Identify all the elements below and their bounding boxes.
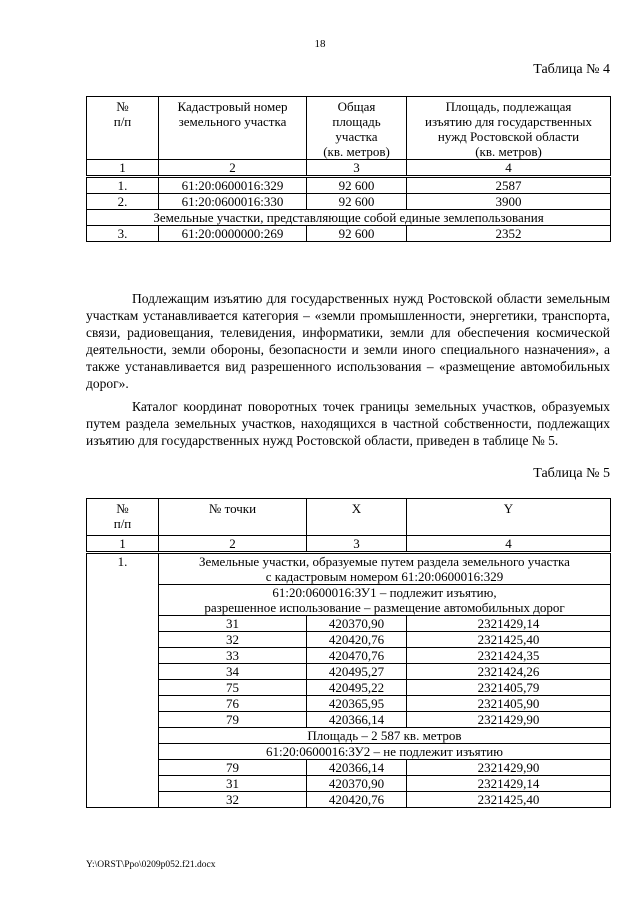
row-number: 1. — [87, 553, 159, 808]
cell: 61:20:0600016:330 — [159, 194, 307, 210]
x-value: 420470,76 — [307, 648, 407, 664]
index-cell: 1 — [87, 160, 159, 177]
point-number: 79 — [159, 712, 307, 728]
y-value: 2321405,79 — [407, 680, 611, 696]
page-number: 18 — [314, 38, 326, 50]
x-value: 420366,14 — [307, 760, 407, 776]
point-row — [87, 680, 611, 696]
header-cell: Общая площадь участка (кв. метров) — [307, 97, 407, 160]
cell: 92 600 — [307, 194, 407, 210]
cadastral-table — [86, 96, 611, 242]
index-cell: 1 — [87, 536, 159, 553]
y-value: 2321405,90 — [407, 696, 611, 712]
cell: 61:20:0600016:329 — [159, 177, 307, 194]
point-row — [87, 776, 611, 792]
header-cell: Y — [407, 499, 611, 536]
y-value: 2321429,90 — [407, 712, 611, 728]
index-cell: 4 — [407, 160, 611, 177]
point-row — [87, 616, 611, 632]
header-cell: Кадастровый номер земельного участка — [159, 97, 307, 160]
y-value: 2321424,26 — [407, 664, 611, 680]
point-number: 32 — [159, 632, 307, 648]
x-value: 420495,27 — [307, 664, 407, 680]
point-row — [87, 696, 611, 712]
point-number: 31 — [159, 776, 307, 792]
point-number: 31 — [159, 616, 307, 632]
x-value: 420370,90 — [307, 776, 407, 792]
x-value: 420366,14 — [307, 712, 407, 728]
section-title-row — [87, 553, 611, 585]
index-cell: 3 — [307, 160, 407, 177]
point-row — [87, 632, 611, 648]
cell: 92 600 — [307, 177, 407, 194]
index-cell: 2 — [159, 160, 307, 177]
cell: 2352 — [407, 226, 611, 242]
x-value: 420420,76 — [307, 792, 407, 808]
y-value: 2321429,14 — [407, 776, 611, 792]
header-cell: № п/п — [87, 97, 159, 160]
paragraph-catalog: Каталог координат поворотных точек границы земельных участков, образуемых путем раздела земельных участков, находящихся в частной собственности, подлежащих изъятию для государственных нужд Ростовской области, приведен в таблице № 5. — [86, 399, 610, 448]
point-row — [87, 760, 611, 776]
area-row — [87, 728, 611, 744]
column-index-row — [87, 536, 611, 553]
cell: 1. — [87, 177, 159, 194]
y-value: 2321429,90 — [407, 760, 611, 776]
index-cell: 3 — [307, 536, 407, 553]
table-header-row — [87, 499, 611, 536]
subsection-title-row — [87, 585, 611, 616]
column-index-row — [87, 160, 611, 177]
header-cell: № точки — [159, 499, 307, 536]
point-number: 33 — [159, 648, 307, 664]
header-cell: Площадь, подлежащая изъятию для государственных нужд Ростовской области (кв. метров) — [407, 97, 611, 160]
subsection-title-row — [87, 744, 611, 760]
coordinates-table — [86, 498, 611, 808]
table-row — [87, 177, 611, 194]
header-cell: № п/п — [87, 499, 159, 536]
table-row — [87, 226, 611, 242]
table-header-row — [87, 97, 611, 160]
cell: 92 600 — [307, 226, 407, 242]
point-row — [87, 792, 611, 808]
index-cell: 2 — [159, 536, 307, 553]
y-value: 2321425,40 — [407, 632, 611, 648]
point-number: 76 — [159, 696, 307, 712]
point-row — [87, 664, 611, 680]
table5-caption: Таблица № 5 — [533, 466, 610, 481]
point-number: 32 — [159, 792, 307, 808]
point-number: 75 — [159, 680, 307, 696]
point-row — [87, 648, 611, 664]
point-number: 34 — [159, 664, 307, 680]
subsection-title: 61:20:0600016:ЗУ2 – не подлежит изъятию — [159, 744, 611, 760]
point-number: 79 — [159, 760, 307, 776]
cell: 3. — [87, 226, 159, 242]
x-value: 420420,76 — [307, 632, 407, 648]
y-value: 2321424,35 — [407, 648, 611, 664]
file-path-footer: Y:\ORST\Ppo\0209p052.f21.docx — [86, 860, 216, 870]
group-title-row — [87, 210, 611, 226]
table-row — [87, 194, 611, 210]
x-value: 420495,22 — [307, 680, 407, 696]
group-title: Земельные участки, представляющие собой единые землепользования — [87, 210, 611, 226]
paragraph-category: Подлежащим изъятию для государственных нужд Ростовской области земельным участкам устанавливается категория – «земли промышленности, энергетики, транспорта, связи, радиовещания, телевидения, информатики, земли для обеспечения космической деятельности, земли обороны, безопасности и земли иного специального назначения», а также устанавливается вид разрешенного использования – «размещение автомобильных дорог». — [86, 291, 610, 391]
cell: 2. — [87, 194, 159, 210]
cell: 2587 — [407, 177, 611, 194]
y-value: 2321429,14 — [407, 616, 611, 632]
table4-caption: Таблица № 4 — [533, 62, 610, 77]
header-cell: X — [307, 499, 407, 536]
cell: 61:20:0000000:269 — [159, 226, 307, 242]
y-value: 2321425,40 — [407, 792, 611, 808]
cell: 3900 — [407, 194, 611, 210]
x-value: 420370,90 — [307, 616, 407, 632]
point-row — [87, 712, 611, 728]
x-value: 420365,95 — [307, 696, 407, 712]
section-title: Земельные участки, образуемые путем раздела земельного участка с кадастровым номером 61:20:0600016:329 — [159, 553, 611, 585]
index-cell: 4 — [407, 536, 611, 553]
area-value: Площадь – 2 587 кв. метров — [159, 728, 611, 744]
subsection-title: 61:20:0600016:ЗУ1 – подлежит изъятию, разрешенное использование – размещение автомобильных дорог — [159, 585, 611, 616]
